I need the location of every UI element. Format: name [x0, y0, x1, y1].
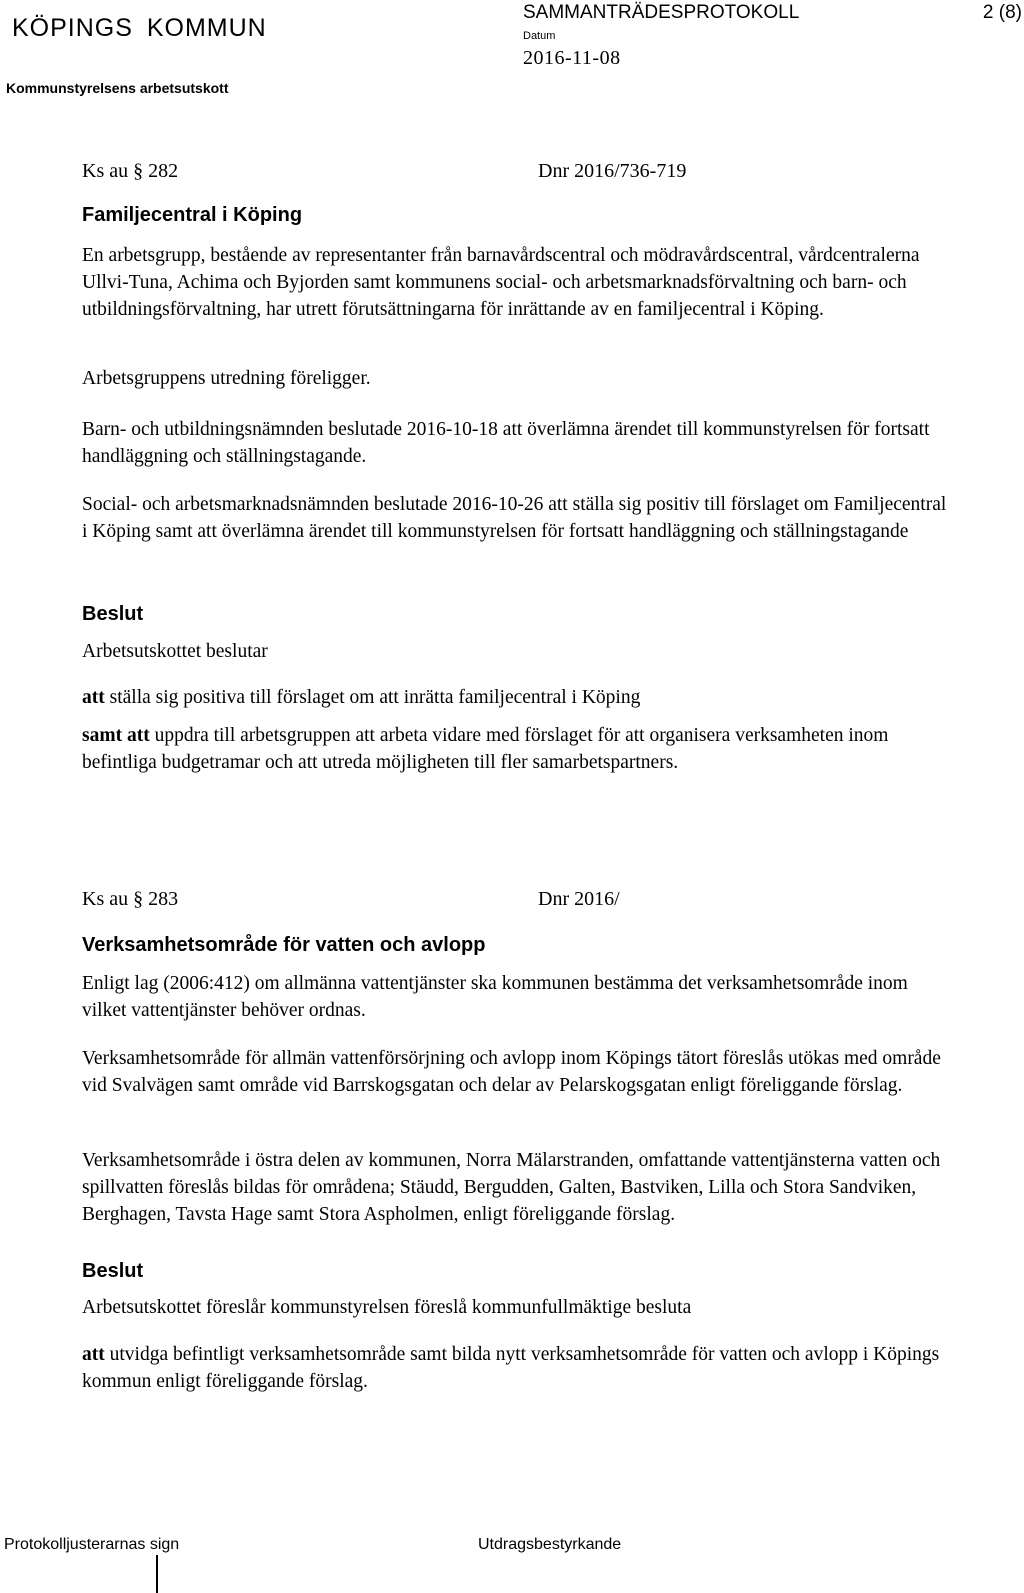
paragraph: Arbetsgruppens utredning föreligger.: [82, 368, 371, 389]
decision-clause: [82, 684, 952, 711]
decision-text: utvidga befintligt verksamhetsområde samt bilda nytt verksamhetsområde för vatten och avlopp i Köpings kommun enligt föreliggande förslag.: [82, 1344, 940, 1392]
diary-number: Dnr 2016/736-719: [538, 160, 687, 182]
decision-intro: Arbetsutskottet föreslår kommunstyrelsen föreslå kommunfullmäktige besluta: [82, 1297, 692, 1318]
diary-number: Dnr 2016/: [538, 888, 620, 910]
decision-clause: [82, 722, 952, 776]
paragraph: Enligt lag (2006:412) om allmänna vattentjänster ska kommunen bestämma det verksamhetsområde inom vilket vattentjänster behöver ordnas.: [82, 973, 908, 1021]
decision-heading: Beslut: [82, 1260, 144, 1282]
paragraph: Verksamhetsområde för allmän vattenförsörjning och avlopp inom Köpings tätort föreslås utökas med område vid Svalvägen samt område vid Barrskogsgatan och delar av Pelarskogsgatan enligt föreliggande förslag.: [82, 1048, 941, 1096]
decision-intro: Arbetsutskottet beslutar: [82, 641, 268, 662]
document-type: SAMMANTRÄDESPROTOKOLL: [523, 2, 800, 23]
decision-keyword: att: [82, 1344, 105, 1365]
paragraph: Barn- och utbildningsnämnden beslutade 2016-10-18 att överlämna ärendet till kommunstyrelsen för fortsatt handläggning och ställningstagande.: [82, 419, 930, 467]
section-title: Verksamhetsområde för vatten och avlopp: [82, 934, 486, 956]
page-number: 2 (8): [982, 2, 1022, 23]
board-name: Kommunstyrelsens arbetsutskott: [6, 80, 229, 96]
signatures-label: Protokolljusterarnas sign: [4, 1536, 180, 1553]
paragraph: Verksamhetsområde i östra delen av kommunen, Norra Mälarstranden, omfattande vattentjänsterna vatten och spillvatten föreslås bildas för områdena; Stäudd, Bergudden, Galten, Bastviken, Lilla och Stora Sandviken, Berghagen, Tavsta Hage samt Stora Aspholmen, enligt föreliggande förslag.: [82, 1150, 941, 1225]
decision-heading: Beslut: [82, 603, 144, 625]
date-label: Datum: [523, 30, 556, 42]
decision-keyword: samt att: [82, 725, 150, 746]
meeting-date: 2016-11-08: [523, 47, 621, 69]
section-title: Familjecentral i Köping: [82, 204, 303, 226]
paragraph: En arbetsgrupp, bestående av representanter från barnavårdscentral och mödravårdscentral, vårdcentralerna Ullvi-Tuna, Achima och Byjorden samt kommunens social- och arbetsmarknadsförvaltning och barn- och utbildningsförvaltning, har utrett förutsättningarna för inrättande av en familjecentral i Köping.: [82, 245, 920, 320]
decision-text: uppdra till arbetsgruppen att arbeta vidare med förslaget för att organisera verksamheten inom befintliga budgetramar och att utreda möjligheten till fler samarbetspartners.: [82, 725, 889, 773]
paragraph: Social- och arbetsmarknadsnämnden beslutade 2016-10-26 att ställa sig positiv till förslaget om Familjecentral i Köping samt att överlämna ärendet till kommunstyrelsen för fortsatt handläggning och ställningstagande: [82, 494, 947, 542]
extract-certification-label: Utdragsbestyrkande: [478, 1536, 622, 1553]
section-reference: Ks au § 282: [82, 160, 179, 182]
section-reference: Ks au § 283: [82, 888, 179, 910]
decision-clause: [82, 1341, 952, 1395]
decision-keyword: att: [82, 687, 105, 708]
signature-divider: [156, 1555, 158, 1593]
municipality-name: KÖPINGS KOMMUN: [12, 14, 267, 42]
decision-text: ställa sig positiva till förslaget om att inrätta familjecentral i Köping: [104, 687, 641, 708]
